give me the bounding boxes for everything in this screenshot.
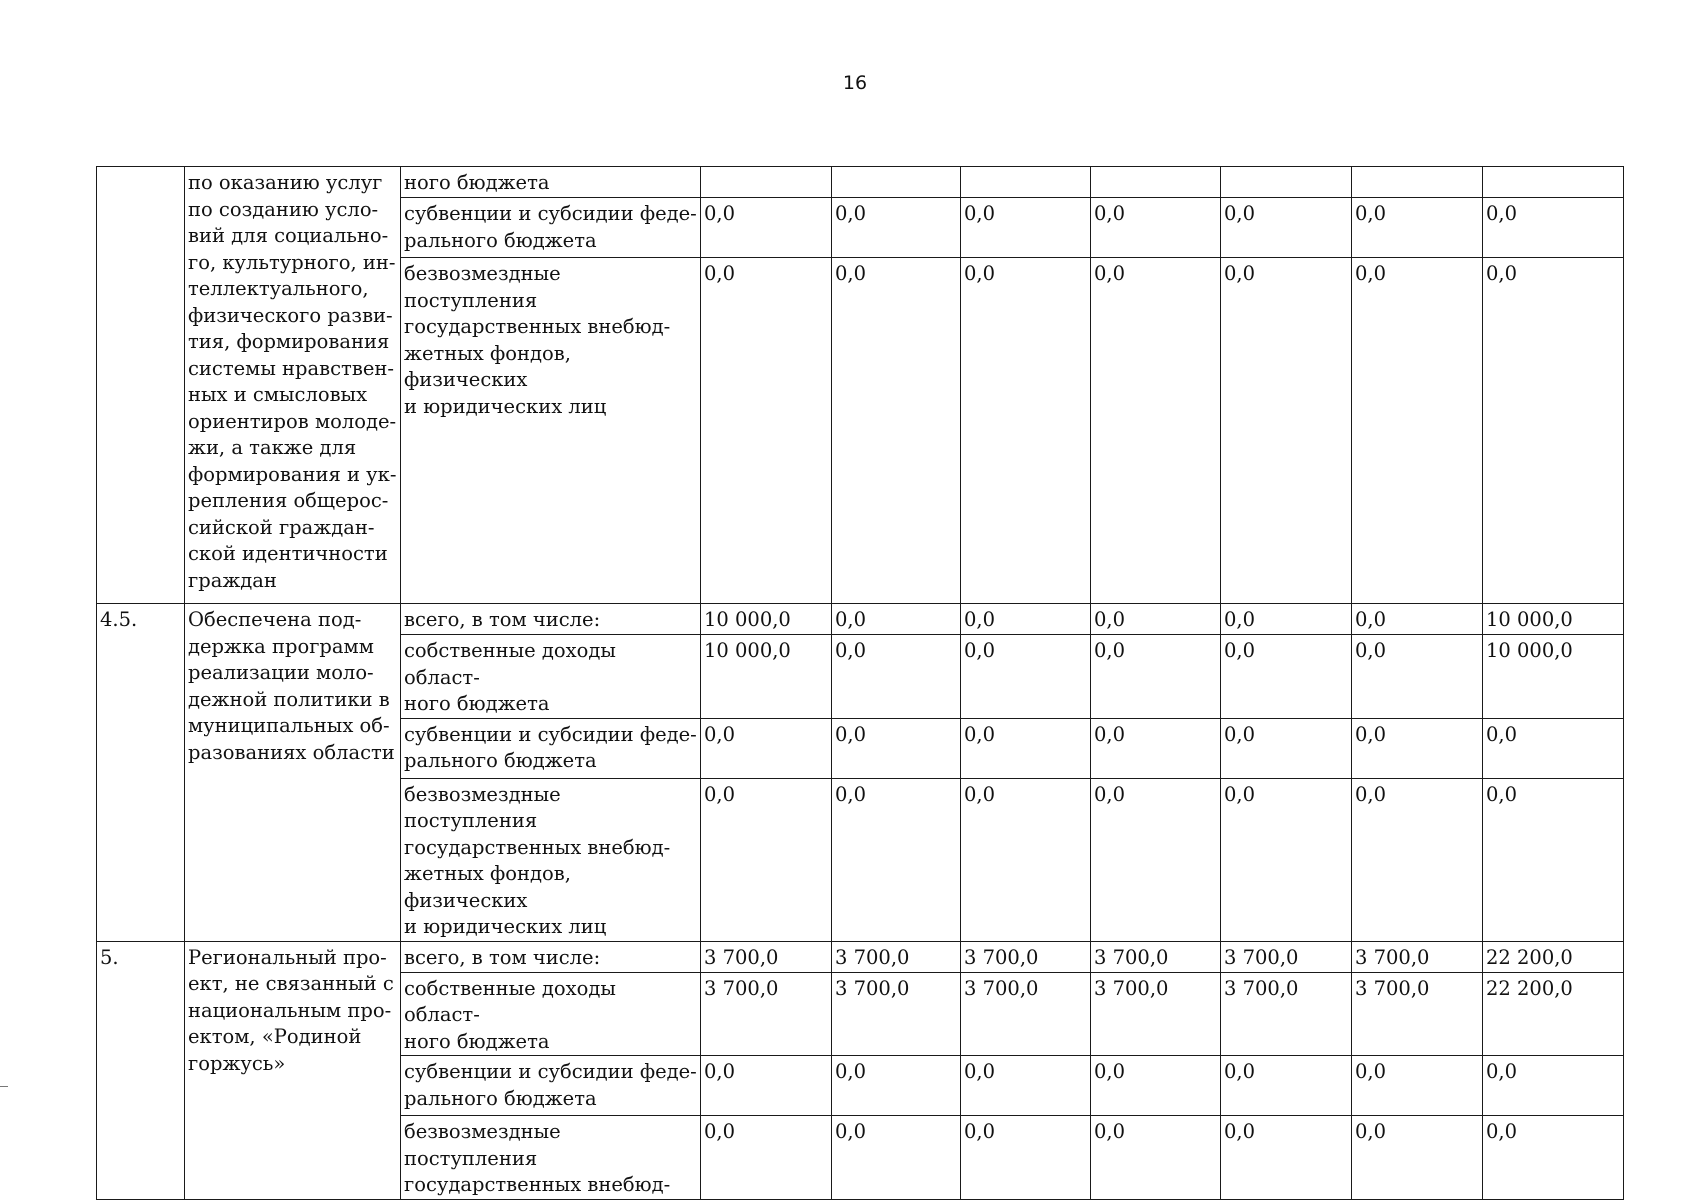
funding-source: субвенции и субсидии феде- рального бюджета	[401, 1056, 701, 1116]
funding-source: ного бюджета	[401, 167, 701, 198]
year-value-cell: 0,0	[1221, 778, 1352, 941]
year-value-cell: 0,0	[1221, 1116, 1352, 1200]
year-value-cell: 0,0	[701, 258, 832, 604]
year-value-cell: 0,0	[1091, 718, 1221, 778]
year-value-cell: 0,0	[1352, 198, 1483, 258]
year-value-cell: 0,0	[701, 1056, 832, 1116]
year-value-cell: 3 700,0	[961, 941, 1091, 972]
funding-source: безвозмездные поступления государственных внебюд-	[401, 1116, 701, 1200]
funding-source: собственные доходы област- ного бюджета	[401, 635, 701, 719]
year-value-cell: 0,0	[832, 604, 961, 635]
year-value-cell: 0,0	[1221, 1056, 1352, 1116]
year-value-cell: 0,0	[1221, 718, 1352, 778]
year-value-cell: 0,0	[961, 1116, 1091, 1200]
year-value-cell: 0,0	[1091, 1116, 1221, 1200]
funding-source: всего, в том числе:	[401, 604, 701, 635]
item-name: Обеспечена под- держка программ реализации моло- дежной политики в муниципальных об- разованиях области	[185, 604, 401, 942]
year-value-cell: 3 700,0	[1352, 941, 1483, 972]
total-value-cell: 10 000,0	[1483, 604, 1624, 635]
total-value-cell: 22 200,0	[1483, 941, 1624, 972]
year-value-cell: 3 700,0	[1221, 972, 1352, 1056]
year-value-cell: 3 700,0	[1091, 972, 1221, 1056]
year-value-cell: 0,0	[832, 1116, 961, 1200]
total-value-cell	[1483, 167, 1624, 198]
year-value-cell: 0,0	[832, 778, 961, 941]
year-value-cell: 0,0	[1091, 1056, 1221, 1116]
year-value-cell: 0,0	[1352, 1056, 1483, 1116]
total-value-cell: 0,0	[1483, 718, 1624, 778]
year-value-cell: 0,0	[701, 778, 832, 941]
year-value-cell: 3 700,0	[1352, 972, 1483, 1056]
year-value-cell	[701, 167, 832, 198]
year-value-cell: 0,0	[961, 258, 1091, 604]
year-value-cell: 0,0	[1352, 258, 1483, 604]
item-name: по оказанию услуг по созданию усло- вий для социально- го, культурного, ин- теллектуального, физического разви- тия, формирования системы нравствен- ных и смысловых ориентиров молоде- жи, а также для формирования и ук- репления общерос- сийской граждан- ской идентичности граждан	[185, 167, 401, 604]
funding-source: субвенции и субсидии феде- рального бюджета	[401, 198, 701, 258]
year-value-cell: 3 700,0	[832, 941, 961, 972]
year-value-cell: 0,0	[1221, 198, 1352, 258]
year-value-cell: 0,0	[961, 1056, 1091, 1116]
year-value-cell: 0,0	[1221, 258, 1352, 604]
year-value-cell	[961, 167, 1091, 198]
year-value-cell: 0,0	[1091, 258, 1221, 604]
year-value-cell: 10 000,0	[701, 604, 832, 635]
year-value-cell: 0,0	[961, 635, 1091, 719]
total-value-cell: 0,0	[1483, 1116, 1624, 1200]
total-value-cell: 22 200,0	[1483, 972, 1624, 1056]
table-body	[97, 167, 1624, 1200]
year-value-cell: 3 700,0	[832, 972, 961, 1056]
year-value-cell: 3 700,0	[701, 941, 832, 972]
page-number: 16	[842, 72, 868, 94]
year-value-cell: 0,0	[701, 718, 832, 778]
table-row	[97, 167, 1624, 198]
year-value-cell: 0,0	[832, 258, 961, 604]
year-value-cell: 10 000,0	[701, 635, 832, 719]
table-row	[97, 604, 1624, 635]
year-value-cell: 0,0	[1352, 635, 1483, 719]
item-name: Региональный про- ект, не связанный с национальным про- ектом, «Родиной горжусь»	[185, 941, 401, 1199]
total-value-cell: 0,0	[1483, 198, 1624, 258]
funding-source: безвозмездные поступления государственных внебюд- жетных фондов, физических и юридических лиц	[401, 778, 701, 941]
budget-table	[96, 166, 1624, 1200]
year-value-cell: 0,0	[1091, 778, 1221, 941]
year-value-cell	[1091, 167, 1221, 198]
year-value-cell	[1352, 167, 1483, 198]
year-value-cell: 0,0	[832, 635, 961, 719]
year-value-cell: 0,0	[1091, 604, 1221, 635]
funding-source: субвенции и субсидии феде- рального бюджета	[401, 718, 701, 778]
year-value-cell: 0,0	[1221, 635, 1352, 719]
year-value-cell: 0,0	[1352, 1116, 1483, 1200]
year-value-cell: 0,0	[961, 778, 1091, 941]
year-value-cell: 0,0	[961, 198, 1091, 258]
year-value-cell: 0,0	[961, 718, 1091, 778]
year-value-cell: 0,0	[1221, 604, 1352, 635]
year-value-cell: 3 700,0	[961, 972, 1091, 1056]
year-value-cell: 0,0	[1352, 778, 1483, 941]
year-value-cell: 0,0	[1352, 718, 1483, 778]
year-value-cell: 0,0	[832, 198, 961, 258]
year-value-cell: 3 700,0	[701, 972, 832, 1056]
year-value-cell: 0,0	[1091, 635, 1221, 719]
year-value-cell: 0,0	[1352, 604, 1483, 635]
year-value-cell: 0,0	[1091, 198, 1221, 258]
funding-source: безвозмездные поступления государственных внебюд- жетных фондов, физических и юридических лиц	[401, 258, 701, 604]
item-number	[97, 167, 185, 604]
year-value-cell	[1221, 167, 1352, 198]
year-value-cell: 3 700,0	[1221, 941, 1352, 972]
scan-edge-mark	[0, 1086, 8, 1087]
total-value-cell: 10 000,0	[1483, 635, 1624, 719]
total-value-cell: 0,0	[1483, 1056, 1624, 1116]
year-value-cell: 3 700,0	[1091, 941, 1221, 972]
item-number: 4.5.	[97, 604, 185, 942]
year-value-cell: 0,0	[832, 1056, 961, 1116]
table-row	[97, 941, 1624, 972]
total-value-cell: 0,0	[1483, 778, 1624, 941]
item-number: 5.	[97, 941, 185, 1199]
funding-source: собственные доходы област- ного бюджета	[401, 972, 701, 1056]
total-value-cell: 0,0	[1483, 258, 1624, 604]
year-value-cell: 0,0	[832, 718, 961, 778]
year-value-cell: 0,0	[961, 604, 1091, 635]
funding-source: всего, в том числе:	[401, 941, 701, 972]
year-value-cell: 0,0	[701, 1116, 832, 1200]
year-value-cell	[832, 167, 961, 198]
year-value-cell: 0,0	[701, 198, 832, 258]
